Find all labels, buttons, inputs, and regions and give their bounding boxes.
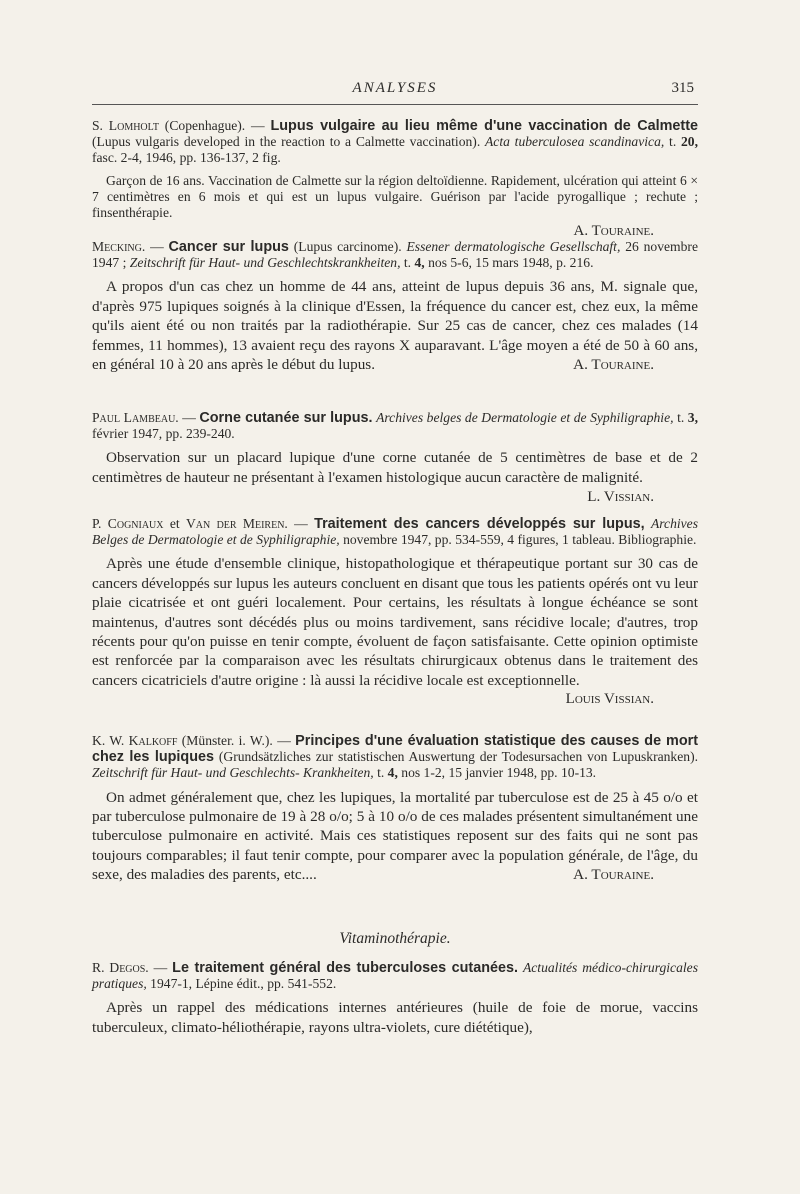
entry-body-text: Observation sur un placard lupique d'une corne cutanée de 5 centimètres de base et de 2 centimètres de hauteur ne présentant à l'examen histologique aucun caractère de malignité. bbox=[92, 449, 698, 486]
entry-reference bbox=[92, 733, 698, 782]
entry-lomholt bbox=[92, 118, 698, 241]
entry-volume: 4, bbox=[414, 255, 425, 271]
entry-author: S. Lomholt bbox=[92, 118, 159, 133]
entry-journal-secondary: Zeitschrift für Haut- und Geschlechtskrankheiten, bbox=[129, 255, 401, 271]
entry-reference bbox=[92, 239, 698, 271]
entry-volume-prefix: t. bbox=[377, 765, 385, 781]
entry-journal: Essener dermatologische Gesellschaft, bbox=[406, 239, 621, 254]
entry-body: Après une étude d'ensemble clinique, histopathologique et thérapeutique portant sur 30 cas de cancers développés sur lupus les auteurs concluent en disant que tous les patients opérés ont vu leur plaie cicatrisée et ont guéri localement. Pour certains, les résultats à longue échéance se sont maintenus, d'autres sont décédés plus ou moins tardivement, sans récidive locale; d'autres, trop récents pour qu'on puisse en tenir compte, évoluent de façon satisfaisante. Cette opinion optimiste est renforcée par la comparaison avec les résultats chirurgicaux obtenus dans le traitement des cancers cicatriciels d'autre origine : là aussi la récidive locale est exceptionnelle. bbox=[92, 555, 698, 689]
entry-title-translation: (Lupus carcinome). bbox=[293, 239, 402, 254]
entry-title: Corne cutanée sur lupus. bbox=[199, 410, 373, 426]
entry-kalkoff bbox=[92, 733, 698, 885]
entry-title: Cancer sur lupus bbox=[168, 239, 289, 255]
section-heading: Vitaminothérapie. bbox=[339, 930, 451, 947]
entry-place: (Copenhague). — bbox=[164, 118, 265, 133]
entry-title: Le traitement général des tuberculoses cutanées. bbox=[172, 960, 519, 976]
entry-details: 1947-1, Lépine édit., pp. 541-552. bbox=[150, 976, 337, 992]
entry-body-text: A propos d'un cas chez un homme de 44 ans, atteint de lupus depuis 36 ans, M. signale que, d'après 975 lupiques soignés à la clinique d'Essen, la fréquence du cancer est, chez eux, la même qu'ils aient été ou non traités par la radiothérapie. Sur 25 cas de cancer, chez ces malades (14 femmes, 11 hommes), 13 avaient reçu des rayons X auparavant. L'âge moyen a été de 50 à 60 ans, en général 10 à 20 ans après le début du lupus. bbox=[92, 278, 698, 374]
entry-cogniaux bbox=[92, 516, 698, 709]
entry-volume: 4, bbox=[387, 765, 398, 781]
entry-conjunction: et bbox=[169, 516, 180, 531]
entry-title-translation: (Grundsätzliches zur statistischen Auswertung der Todesursachen von Lupuskranken). bbox=[218, 749, 698, 765]
entry-volume: 3, bbox=[687, 410, 698, 425]
entry-title: Principes d'une évaluation statistique des causes de mort chez les lupiques bbox=[92, 733, 699, 766]
entry-signature: A. Touraine. bbox=[573, 866, 654, 884]
entry-volume-prefix: t. bbox=[403, 255, 412, 271]
entry-title: Lupus vulgaire au lieu même d'une vaccination de Calmette bbox=[270, 118, 698, 134]
entry-journal: Zeitschrift für Haut- und Geschlechts- Krankheiten, bbox=[92, 765, 374, 781]
entry-journal: Archives Belges de Dermatologie et de Syphiligraphie, bbox=[92, 516, 699, 548]
entry-author: Mecking. bbox=[92, 239, 146, 254]
entry-journal: Archives belges de Dermatologie et de Syphiligraphie, bbox=[376, 410, 674, 425]
entry-date: 26 novembre 1947 ; bbox=[92, 239, 698, 271]
entry-author: K. W. Kalkoff bbox=[92, 733, 178, 748]
entry-journal: Acta tuberculosea scandinavica, bbox=[485, 134, 665, 150]
entry-details: février 1947, pp. 239-240. bbox=[92, 426, 235, 442]
entry-title: Traitement des cancers développés sur lupus, bbox=[314, 516, 645, 532]
entry-author: Paul Lambeau. bbox=[92, 410, 179, 425]
entry-journal: Actualités médico-chirurgicales pratiques, bbox=[92, 960, 698, 992]
entry-degos bbox=[92, 960, 698, 1037]
entry-body-text: On admet généralement que, chez les lupiques, la mortalité par tuberculose est de 25 à 45 o/o et par tuberculose pulmonaire de 19 à 28 o/o; 5 à 10 o/o de ces malades présentent simultanément une tuberculose pulmonaire en activité. Mais ces statistiques reposent sur des faits qui ne sont pas toujours comparables; il faut tenir compte, pour comparer avec la population générale, de l'âge, du sexe, des maladies des parents, etc.... bbox=[92, 788, 698, 884]
entry-author: P. Cogniaux bbox=[92, 516, 164, 531]
entry-details: nos 5-6, 15 mars 1948, p. 216. bbox=[428, 255, 594, 271]
entry-title-translation: (Lupus vulgaris developed in the reaction to a Calmette vaccination). bbox=[92, 134, 481, 150]
entry-signature: Louis Vissian. bbox=[565, 691, 654, 708]
entry-volume-prefix: t. bbox=[677, 410, 685, 425]
entry-signature: A. Touraine. bbox=[573, 222, 654, 239]
entry-reference bbox=[92, 410, 698, 442]
entry-body: Après un rappel des médications internes antérieures (huile de foie de morue, vaccins tuberculeux, climato-héliothérapie, rayons ultra-violets, cure diététique), bbox=[92, 999, 698, 1036]
entry-body: Garçon de 16 ans. Vaccination de Calmette sur la région deltoïdienne. Rapidement, ulcération qui atteint 6 × 7 centimètres en 6 mois et qui est un lupus vulgaire. Guérison par l'acide pyrogallique ; rechute ; finsenthérapie. bbox=[92, 172, 698, 221]
page-number: 315 bbox=[671, 80, 694, 96]
entry-place: — bbox=[153, 960, 168, 975]
entry-reference bbox=[92, 960, 698, 992]
entry-details: novembre 1947, pp. 534-559, 4 figures, 1 tableau. Bibliographie. bbox=[343, 532, 697, 548]
running-title: ANALYSES bbox=[352, 80, 438, 96]
entry-details: fasc. 2-4, 1946, pp. 136-137, 2 fig. bbox=[92, 150, 281, 166]
entry-reference bbox=[92, 516, 698, 548]
entry-volume: 20, bbox=[681, 134, 698, 150]
entry-body bbox=[92, 448, 698, 506]
entry-lambeau bbox=[92, 410, 698, 507]
entry-author: R. Degos. bbox=[92, 960, 149, 975]
entry-reference bbox=[92, 118, 698, 167]
entry-place: — bbox=[294, 516, 308, 531]
entry-place: — bbox=[150, 239, 164, 254]
entry-volume-prefix: t. bbox=[669, 134, 677, 150]
entry-mecking bbox=[92, 239, 698, 374]
entry-signature: A. Touraine. bbox=[573, 356, 654, 374]
entry-author-secondary: Van der Meiren. bbox=[185, 516, 288, 531]
entry-place: (Münster. i. W.). — bbox=[181, 733, 291, 748]
page-header bbox=[92, 78, 698, 105]
entry-body bbox=[92, 277, 698, 374]
entry-body bbox=[92, 788, 698, 885]
entry-signature: L. Vissian. bbox=[587, 488, 654, 506]
entry-details: nos 1-2, 15 janvier 1948, pp. 10-13. bbox=[401, 765, 597, 781]
entry-place: — bbox=[182, 410, 196, 425]
